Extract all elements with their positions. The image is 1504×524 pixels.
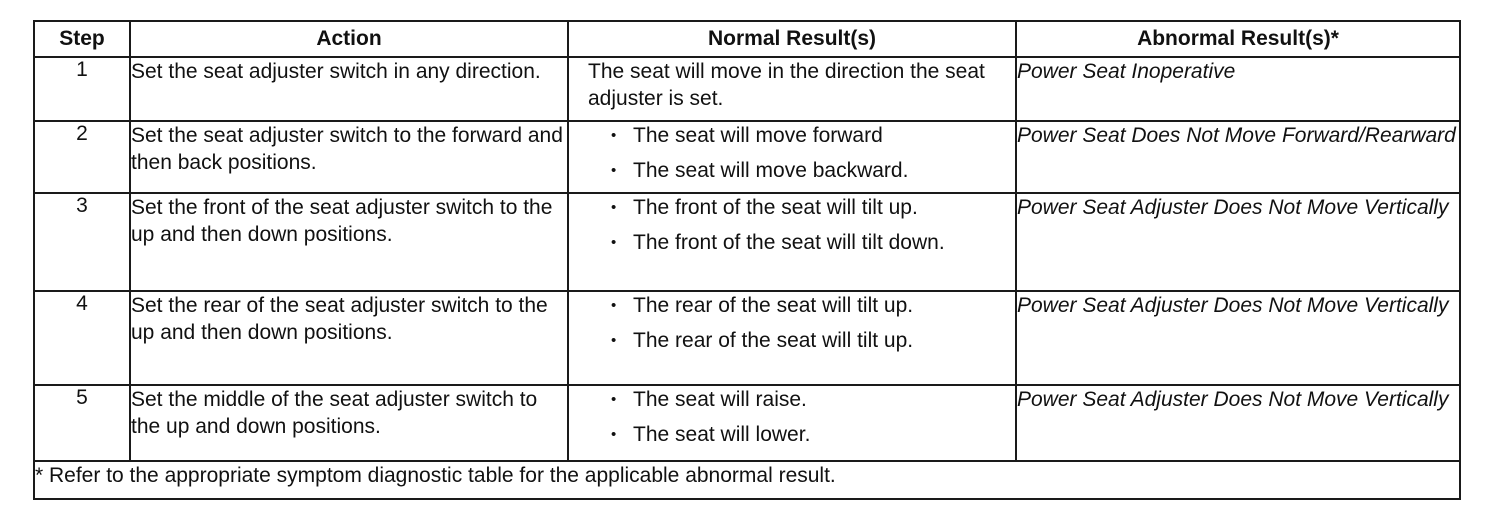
bullet-item [611, 327, 1015, 354]
header-normal-results: Normal Result(s) [568, 21, 1016, 57]
step-number: 3 [34, 193, 130, 291]
bullet-item [611, 229, 1015, 256]
bullet-list [611, 292, 1015, 354]
bullet-list [611, 386, 1015, 448]
bullet-text: • The seat will raise. [633, 388, 807, 411]
bullet-item [611, 421, 1015, 448]
bullet-item [611, 292, 1015, 319]
bullet-list [611, 194, 1015, 256]
action-cell: Set the rear of the seat adjuster switch to the up and then down positions. [130, 291, 568, 385]
bullet-text: • The seat will move backward. [633, 159, 909, 182]
abnormal-result-cell: Power Seat Adjuster Does Not Move Vertically [1016, 291, 1460, 385]
action-cell: Set the seat adjuster switch to the forward and then back positions. [130, 121, 568, 193]
step-number: 5 [34, 385, 130, 461]
bullet-text: • The rear of the seat will tilt up. [633, 294, 914, 317]
header-action: Action [130, 21, 568, 57]
bullet-text: • The seat will lower. [633, 423, 811, 446]
bullet-item [611, 194, 1015, 221]
footnote-row [34, 461, 1460, 499]
abnormal-result-cell: Power Seat Adjuster Does Not Move Vertically [1016, 385, 1460, 461]
normal-result-cell: The seat will move in the direction the seat adjuster is set. [568, 57, 1016, 121]
action-cell: Set the seat adjuster switch in any direction. [130, 57, 568, 121]
table-row [34, 121, 1460, 193]
header-abnormal-results: Abnormal Result(s)* [1016, 21, 1460, 57]
normal-result-cell [568, 291, 1016, 385]
bullet-text: • The front of the seat will tilt up. [633, 196, 918, 219]
bullet-list [611, 122, 1015, 184]
header-row [34, 21, 1460, 57]
action-cell: Set the middle of the seat adjuster switch to the up and down positions. [130, 385, 568, 461]
abnormal-result-cell: Power Seat Inoperative [1016, 57, 1460, 121]
table-row [34, 193, 1460, 291]
step-number: 1 [34, 57, 130, 121]
table-row [34, 291, 1460, 385]
abnormal-result-cell: Power Seat Does Not Move Forward/Rearward [1016, 121, 1460, 193]
bullet-text: • The rear of the seat will tilt up. [633, 329, 914, 352]
normal-result-cell [568, 385, 1016, 461]
header-step: Step [34, 21, 130, 57]
table-row [34, 385, 1460, 461]
bullet-item [611, 386, 1015, 413]
normal-result-cell [568, 121, 1016, 193]
normal-result-cell [568, 193, 1016, 291]
bullet-text: • The seat will move forward [633, 124, 883, 147]
bullet-text: • The front of the seat will tilt down. [633, 231, 945, 254]
bullet-item [611, 122, 1015, 149]
table-row [34, 57, 1460, 121]
bullet-item [611, 157, 1015, 184]
footnote: * Refer to the appropriate symptom diagnostic table for the applicable abnormal result. [34, 461, 1460, 499]
step-number: 4 [34, 291, 130, 385]
diagnostic-table [33, 20, 1461, 500]
action-cell: Set the front of the seat adjuster switch to the up and then down positions. [130, 193, 568, 291]
step-number: 2 [34, 121, 130, 193]
abnormal-result-cell: Power Seat Adjuster Does Not Move Vertically [1016, 193, 1460, 291]
